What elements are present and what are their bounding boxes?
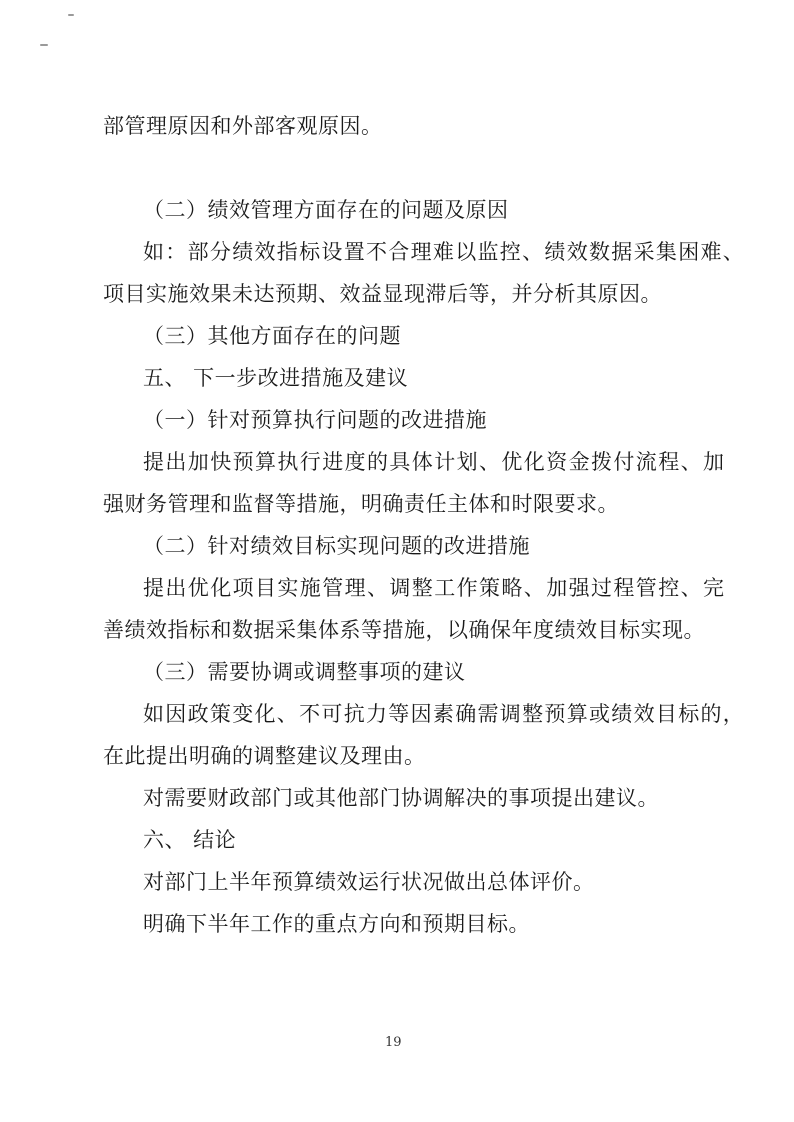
- subsection-heading: （三）需要协调或调整事项的建议: [143, 660, 466, 684]
- body-paragraph-continuation: 在此提出明确的调整建议及理由。: [103, 744, 426, 768]
- body-paragraph: 明确下半年工作的重点方向和预期目标。: [143, 912, 530, 936]
- subsection-heading: （一）针对预算执行问题的改进措施: [143, 408, 487, 432]
- section-heading: 六、 结论: [143, 828, 237, 852]
- subsection-heading: （二）针对绩效目标实现问题的改进措施: [143, 534, 530, 558]
- body-paragraph: 如：部分绩效指标设置不合理难以监控、绩效数据采集困难、: [143, 240, 746, 264]
- body-paragraph: 对部门上半年预算绩效运行状况做出总体评价。: [143, 870, 595, 894]
- scan-speck: [68, 14, 74, 16]
- body-paragraph: 如因政策变化、不可抗力等因素确需调整预算或绩效目标的，: [143, 702, 746, 726]
- body-paragraph-continuation: 强财务管理和监督等措施，明确责任主体和时限要求。: [103, 492, 619, 516]
- subsection-heading: （三）其他方面存在的问题: [143, 324, 401, 348]
- body-paragraph-continuation: 项目实施效果未达预期、效益显现滞后等，并分析其原因。: [103, 282, 662, 306]
- body-paragraph: 提出优化项目实施管理、调整工作策略、加强过程管控、完: [143, 576, 726, 600]
- body-paragraph: 提出加快预算执行进度的具体计划、优化资金拨付流程、加: [143, 450, 726, 474]
- section-heading: 五、 下一步改进措施及建议: [143, 366, 409, 390]
- body-paragraph-continuation: 善绩效指标和数据采集体系等措施，以确保年度绩效目标实现。: [103, 618, 705, 642]
- body-paragraph-continuation: 部管理原因和外部客观原因。: [103, 114, 383, 138]
- subsection-heading: （二）绩效管理方面存在的问题及原因: [143, 198, 509, 222]
- page-number: 19: [385, 1035, 402, 1050]
- scan-speck: [40, 44, 48, 46]
- body-paragraph: 对需要财政部门或其他部门协调解决的事项提出建议。: [143, 786, 659, 810]
